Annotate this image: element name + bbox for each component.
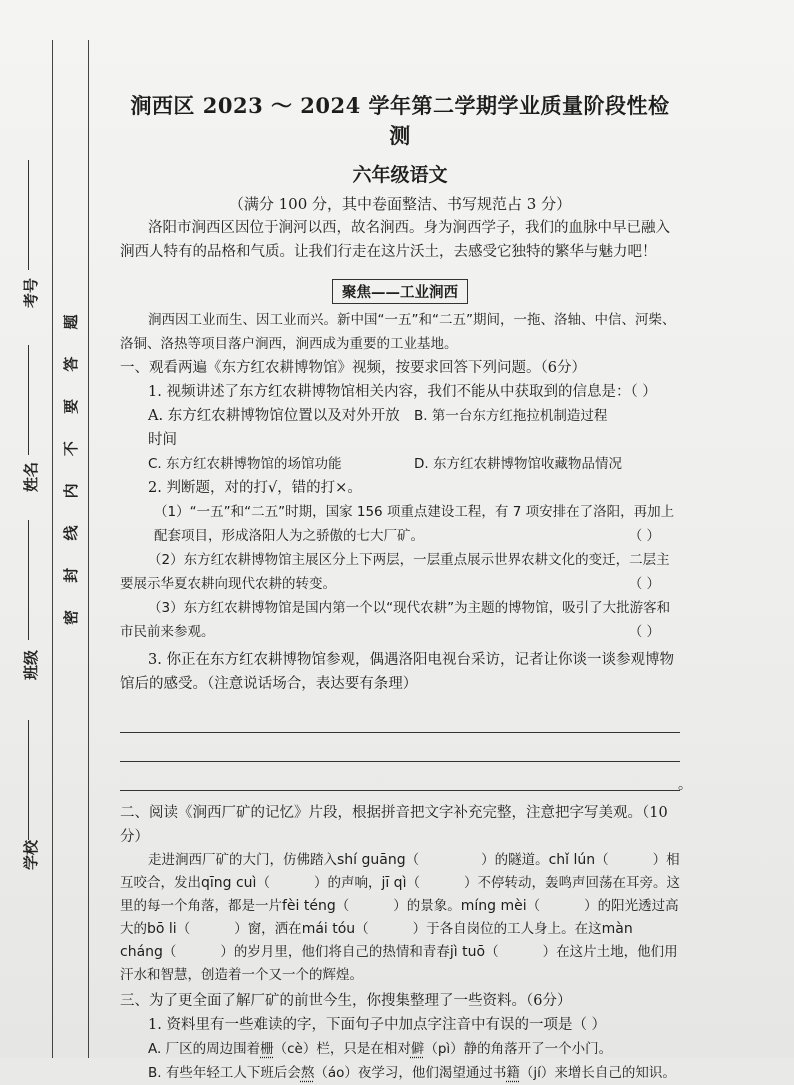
binding-line-outer <box>52 40 53 1058</box>
section-lead: 涧西因工业而生、因工业而兴。新中国“一五”和“二五”期间，一拖、洛轴、中信、河柴、洛铜、洛热等项目落户涧西，涧西成为重要的工业基地。 <box>120 311 676 352</box>
class-fill-line <box>28 520 29 640</box>
q1-judge-3-answer[interactable]: （ ） <box>628 623 660 640</box>
q2-pinyin-4: jī qì <box>381 874 407 891</box>
q3-a-pinyin-1: （cè） <box>273 1040 317 1057</box>
q2-pinyin-10: jì tuō <box>449 943 486 960</box>
school-fill-line <box>28 720 29 840</box>
q2-pinyin-1: shí guāng <box>337 851 406 868</box>
q2-pinyin-7: bō li <box>147 920 177 937</box>
name-fill-line <box>28 345 29 455</box>
q1-judge-2-text: （2）东方红农耕博物馆主展区分上下两层，一层重点展示世界农耕文化的变迁，二层主要展示华夏农耕向现代农耕的转变。 <box>120 551 670 592</box>
exam-no-label: 考号 <box>22 277 40 308</box>
seal-notice: 密 封 线 内 不 要 答 题 <box>62 303 80 625</box>
q2-text-10: 的岁月里，他们将自己的热情和青春 <box>233 943 450 960</box>
q1-option-a: A. 东方红农耕博物馆位置以及对外开放时间 <box>148 407 400 448</box>
binding-line-inner <box>88 40 89 1058</box>
name-label: 姓名 <box>22 461 40 492</box>
q1-judge-1-text: （1）“一五”和“二五”时期，国家 156 项重点建设工程，有 7 项安排在了洛阳，再加上配套项目，形成洛阳人为之骄傲的七大厂矿。 <box>154 503 675 544</box>
q2-text-11: 在这片土地，他们用汗水和智慧，创造着一个又一个的辉煌。 <box>120 943 678 983</box>
q2-text-5: 不停转动，轰鸣声回荡在耳旁。这里的每一个角落，都是一片 <box>120 874 680 914</box>
q2-text-9: 于各自岗位的工人身上。在这 <box>426 920 602 937</box>
q1-option-b: B. 第一台东方红拖拉机制造过程 <box>414 407 608 424</box>
exam-subtitle: 六年级语文 <box>352 164 448 186</box>
q1-options-ab <box>120 404 680 452</box>
q2-pinyin-5: fèi téng <box>282 897 336 914</box>
q1-answer-line-2[interactable] <box>120 733 680 762</box>
q2-pinyin-9: màn cháng <box>120 920 633 960</box>
q2-text-8: 窗，洒在 <box>247 920 302 937</box>
q2-pinyin-3: qīng cuì <box>201 874 257 891</box>
q1-s1: 1. 视频讲述了东方红农耕博物馆相关内容，我们不能从中获取到的信息是：（ ） <box>148 383 657 400</box>
q1-s3: 3. 你正在东方红农耕博物馆参观，偶遇洛阳电视台采访，记者让你谈一谈参观博物馆后的感受。（注意说话场合，表达要有条理） <box>120 651 674 692</box>
q1-judge-3 <box>120 596 680 644</box>
q1-judge-2-answer[interactable]: （ ） <box>628 575 660 592</box>
exam-content <box>120 80 692 1085</box>
q3-b-pinyin-1: （áo） <box>314 1064 358 1081</box>
q3-option-b <box>120 1061 680 1085</box>
q3-a-mid: 栏，只是在相对 <box>316 1040 411 1057</box>
q3-b-post: 来增长自己的知识。 <box>554 1064 676 1081</box>
q3-a-post: 静的角落开了一个小门。 <box>463 1040 613 1057</box>
q1-option-d: D. 东方红农耕博物馆收藏物品情况 <box>414 455 622 472</box>
score-note: （满分 100 分，其中卷面整洁、书写规范占 3 分） <box>228 195 572 213</box>
q3-a-pinyin-2: （pì） <box>424 1040 464 1057</box>
section-title-box: 聚焦——工业涧西 <box>332 279 468 304</box>
q2-passage: 走进涧西厂矿的大门，仿佛踏入shí guāng（ ）的隧道。chǐ lún（ ）相互咬合，发出qīng cuì（ ）的声响，jī qì（ ）不停转动，轰鸣声回荡在耳旁。这里的每一个角落，都是一片fèi téng（ ）的景象。míng mèi（ ）的阳光透过高大的bō li（ ）窗，洒在mái tóu（ ）于各自岗位的工人身上。在这màn cháng（ ）的岁月里，他们将自己的热情和青春jì tuō（ ）在这片土地，他们用汗水和智慧，创造着一个又一个的辉煌。 <box>120 851 680 983</box>
q3-b-dotted-2: 籍 <box>506 1064 520 1081</box>
q3-b-pre: B. 有些年轻工人下班后会 <box>148 1064 301 1081</box>
school-label: 学校 <box>22 839 40 870</box>
q1-judge-1 <box>120 500 680 548</box>
q2-text-2: 的隧道。 <box>494 851 549 868</box>
intro-paragraph: 洛阳市涧西区因位于涧河以西，故名涧西。身为涧西学子，我们的血脉中早已融入涧西人特有的品格和气质。让我们行走在这片沃土，去感受它独特的繁华与魅力吧！ <box>120 220 670 260</box>
q2-heading: 二、阅读《涧西厂矿的记忆》片段，根据拼音把文字补充完整，注意把字写美观。（10分） <box>120 804 668 845</box>
q3-a-pre: A. 厂区的周边围着 <box>148 1040 261 1057</box>
q1-heading: 一、观看两遍《东方红农耕博物馆》视频，按要求回答下列问题。（6分） <box>120 359 586 376</box>
q3-option-a <box>120 1037 680 1061</box>
q1-option-c: C. 东方红农耕博物馆的场馆功能 <box>148 455 342 472</box>
q3-b-dotted-1: 熬 <box>300 1064 315 1081</box>
q2-pinyin-2: chǐ lún <box>548 851 596 868</box>
class-label: 班级 <box>22 649 40 680</box>
q3-b-mid: 夜学习，他们渴望通过书 <box>357 1064 507 1081</box>
q1-judge-1-answer[interactable]: （ ） <box>628 527 660 544</box>
q3-b-pinyin-2: （jí） <box>519 1064 555 1081</box>
exam-no-fill-line <box>28 160 29 270</box>
q2-pinyin-8: mái tóu <box>301 920 356 937</box>
q1-judge-2 <box>120 548 680 596</box>
q1-s2: 2. 判断题，对的打√，错的打×。 <box>148 479 362 496</box>
q2-text-4: 的声响， <box>327 874 382 891</box>
q1-answer-end-mark: 。 <box>678 776 692 793</box>
q1-answer-line-1[interactable] <box>120 704 680 733</box>
q1-judge-3-text: （3）东方红农耕博物馆是国内第一个以“现代农耕”为主题的博物馆，吸引了大批游客和市民前来参观。 <box>120 599 671 640</box>
q1-answer-line-3[interactable] <box>120 762 692 793</box>
q2-text-6: 的景象。 <box>406 897 461 914</box>
q2-text-3: 相互咬合，发出 <box>120 851 680 891</box>
q2-pinyin-6: míng mèi <box>460 897 527 914</box>
exam-title: 涧西区 2023 ～ 2024 学年第二学期学业质量阶段性检测 <box>130 93 670 148</box>
q3-heading: 三、为了更全面了解厂矿的前世今生，你搜集整理了一些资料。（6分） <box>120 992 572 1009</box>
q3-a-dotted-2: 僻 <box>410 1040 425 1057</box>
q3-a-dotted-1: 栅 <box>260 1040 274 1057</box>
q2-text-7: 的阳光透过高大的 <box>120 897 679 937</box>
q3-s1: 1. 资料里有一些难读的字，下面句子中加点字注音中有误的一项是（ ） <box>148 1016 607 1033</box>
q1-options-cd <box>120 452 680 476</box>
q2-text-1: 走进涧西厂矿的大门，仿佛踏入 <box>148 851 337 868</box>
